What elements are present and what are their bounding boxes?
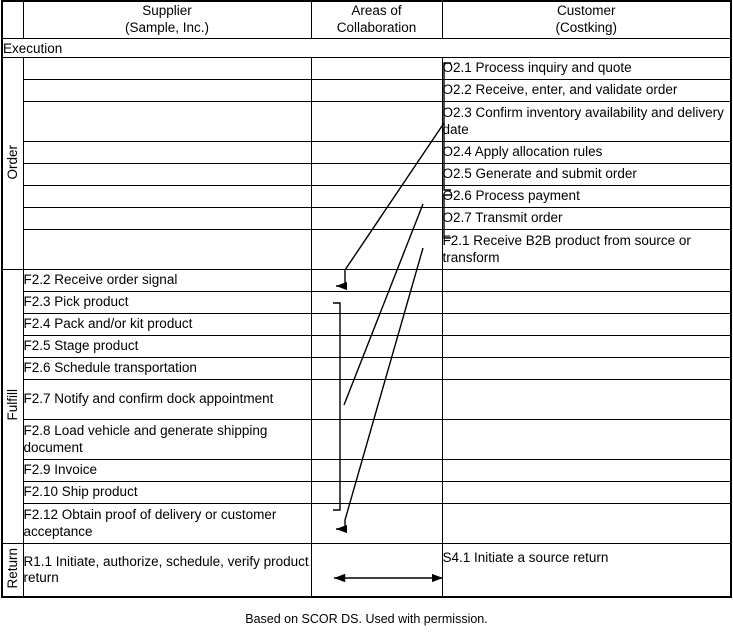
supplier-cell: [23, 80, 311, 102]
areas-cell: [311, 358, 442, 380]
figure-caption: Based on SCOR DS. Used with permission.: [245, 612, 488, 626]
customer-cell: [442, 336, 731, 358]
areas-cell: [311, 314, 442, 336]
header-supplier-line2: (Sample, Inc.): [124, 20, 210, 35]
supplier-cell: F2.6 Schedule transportation: [23, 358, 311, 380]
table-row: [2, 208, 731, 230]
table-row: [2, 186, 731, 208]
table-row: [2, 164, 731, 186]
customer-cell: O2.4 Apply allocation rules: [442, 142, 731, 164]
table-row: [2, 358, 731, 380]
table-row: [2, 230, 731, 270]
customer-cell: S4.1 Initiate a source return: [442, 544, 731, 598]
collaboration-matrix-table: [1, 0, 732, 598]
table-row: [2, 58, 731, 80]
areas-cell: [311, 102, 442, 142]
customer-cell: [442, 482, 731, 504]
band-row-execution: [2, 39, 731, 58]
areas-cell: [311, 58, 442, 80]
areas-cell: [311, 80, 442, 102]
customer-cell: [442, 358, 731, 380]
table-row: [2, 420, 731, 460]
table-row: [2, 544, 731, 598]
table-row: [2, 270, 731, 292]
supplier-cell: F2.2 Receive order signal: [23, 270, 311, 292]
table-row: [2, 380, 731, 420]
band-label-execution: Execution: [2, 39, 731, 58]
supplier-cell: F2.12 Obtain proof of delivery or customer acceptance: [23, 504, 311, 544]
supplier-cell: R1.1 Initiate, authorize, schedule, verify product return: [23, 544, 311, 598]
areas-cell: [311, 544, 442, 598]
areas-cell: [311, 504, 442, 544]
supplier-cell: F2.9 Invoice: [23, 460, 311, 482]
customer-cell: F2.1 Receive B2B product from source or transform: [442, 230, 731, 270]
table-row: [2, 504, 731, 544]
table-header: [2, 1, 731, 39]
rail-label-fulfill: Fulfill: [2, 270, 23, 544]
customer-cell: O2.2 Receive, enter, and validate order: [442, 80, 731, 102]
rail-label-return: Return: [2, 544, 23, 598]
supplier-cell: F2.7 Notify and confirm dock appointment: [23, 380, 311, 420]
customer-cell: O2.5 Generate and submit order: [442, 164, 731, 186]
table-body: [2, 39, 731, 598]
header-corner-blank: [2, 1, 23, 39]
header-supplier-line1: Supplier: [142, 3, 192, 19]
customer-cell: [442, 314, 731, 336]
supplier-cell: [23, 142, 311, 164]
supplier-cell: [23, 186, 311, 208]
areas-cell: [311, 186, 442, 208]
supplier-cell: [23, 208, 311, 230]
customer-cell: O2.6 Process payment: [442, 186, 731, 208]
supplier-cell: [23, 58, 311, 80]
table-row: [2, 102, 731, 142]
header-areas-line1: Areas of: [351, 3, 402, 19]
customer-cell: [442, 460, 731, 482]
table-row: [2, 142, 731, 164]
supplier-cell: F2.4 Pack and/or kit product: [23, 314, 311, 336]
areas-cell: [311, 292, 442, 314]
table-row: [2, 460, 731, 482]
table-row: [2, 336, 731, 358]
header-customer-line2: (Costking): [555, 20, 617, 35]
customer-cell: [442, 270, 731, 292]
table-row: [2, 80, 731, 102]
customer-cell: [442, 504, 731, 544]
customer-cell: O2.7 Transmit order: [442, 208, 731, 230]
header-areas-line2: Collaboration: [336, 20, 417, 35]
supplier-cell: F2.5 Stage product: [23, 336, 311, 358]
areas-cell: [311, 420, 442, 460]
header-customer: [442, 1, 731, 39]
header-row: [2, 1, 731, 39]
header-areas-of-collaboration: [311, 1, 442, 39]
customer-cell: O2.3 Confirm inventory availability and delivery date: [442, 102, 731, 142]
areas-cell: [311, 164, 442, 186]
areas-cell: [311, 230, 442, 270]
customer-cell: [442, 420, 731, 460]
table-row: [2, 292, 731, 314]
supplier-cell: [23, 102, 311, 142]
areas-cell: [311, 336, 442, 358]
areas-cell: [311, 380, 442, 420]
header-customer-line1: Customer: [556, 3, 616, 19]
areas-cell: [311, 142, 442, 164]
customer-cell: [442, 380, 731, 420]
customer-cell: O2.1 Process inquiry and quote: [442, 58, 731, 80]
rail-label-order: Order: [2, 58, 23, 270]
supplier-cell: [23, 230, 311, 270]
header-supplier: [23, 1, 311, 39]
table-row: [2, 482, 731, 504]
supplier-cell: [23, 164, 311, 186]
areas-cell: [311, 208, 442, 230]
areas-cell: [311, 482, 442, 504]
customer-cell: [442, 292, 731, 314]
areas-cell: [311, 270, 442, 292]
supplier-cell: F2.10 Ship product: [23, 482, 311, 504]
supplier-cell: F2.8 Load vehicle and generate shipping document: [23, 420, 311, 460]
areas-cell: [311, 460, 442, 482]
supplier-cell: F2.3 Pick product: [23, 292, 311, 314]
table-row: [2, 314, 731, 336]
